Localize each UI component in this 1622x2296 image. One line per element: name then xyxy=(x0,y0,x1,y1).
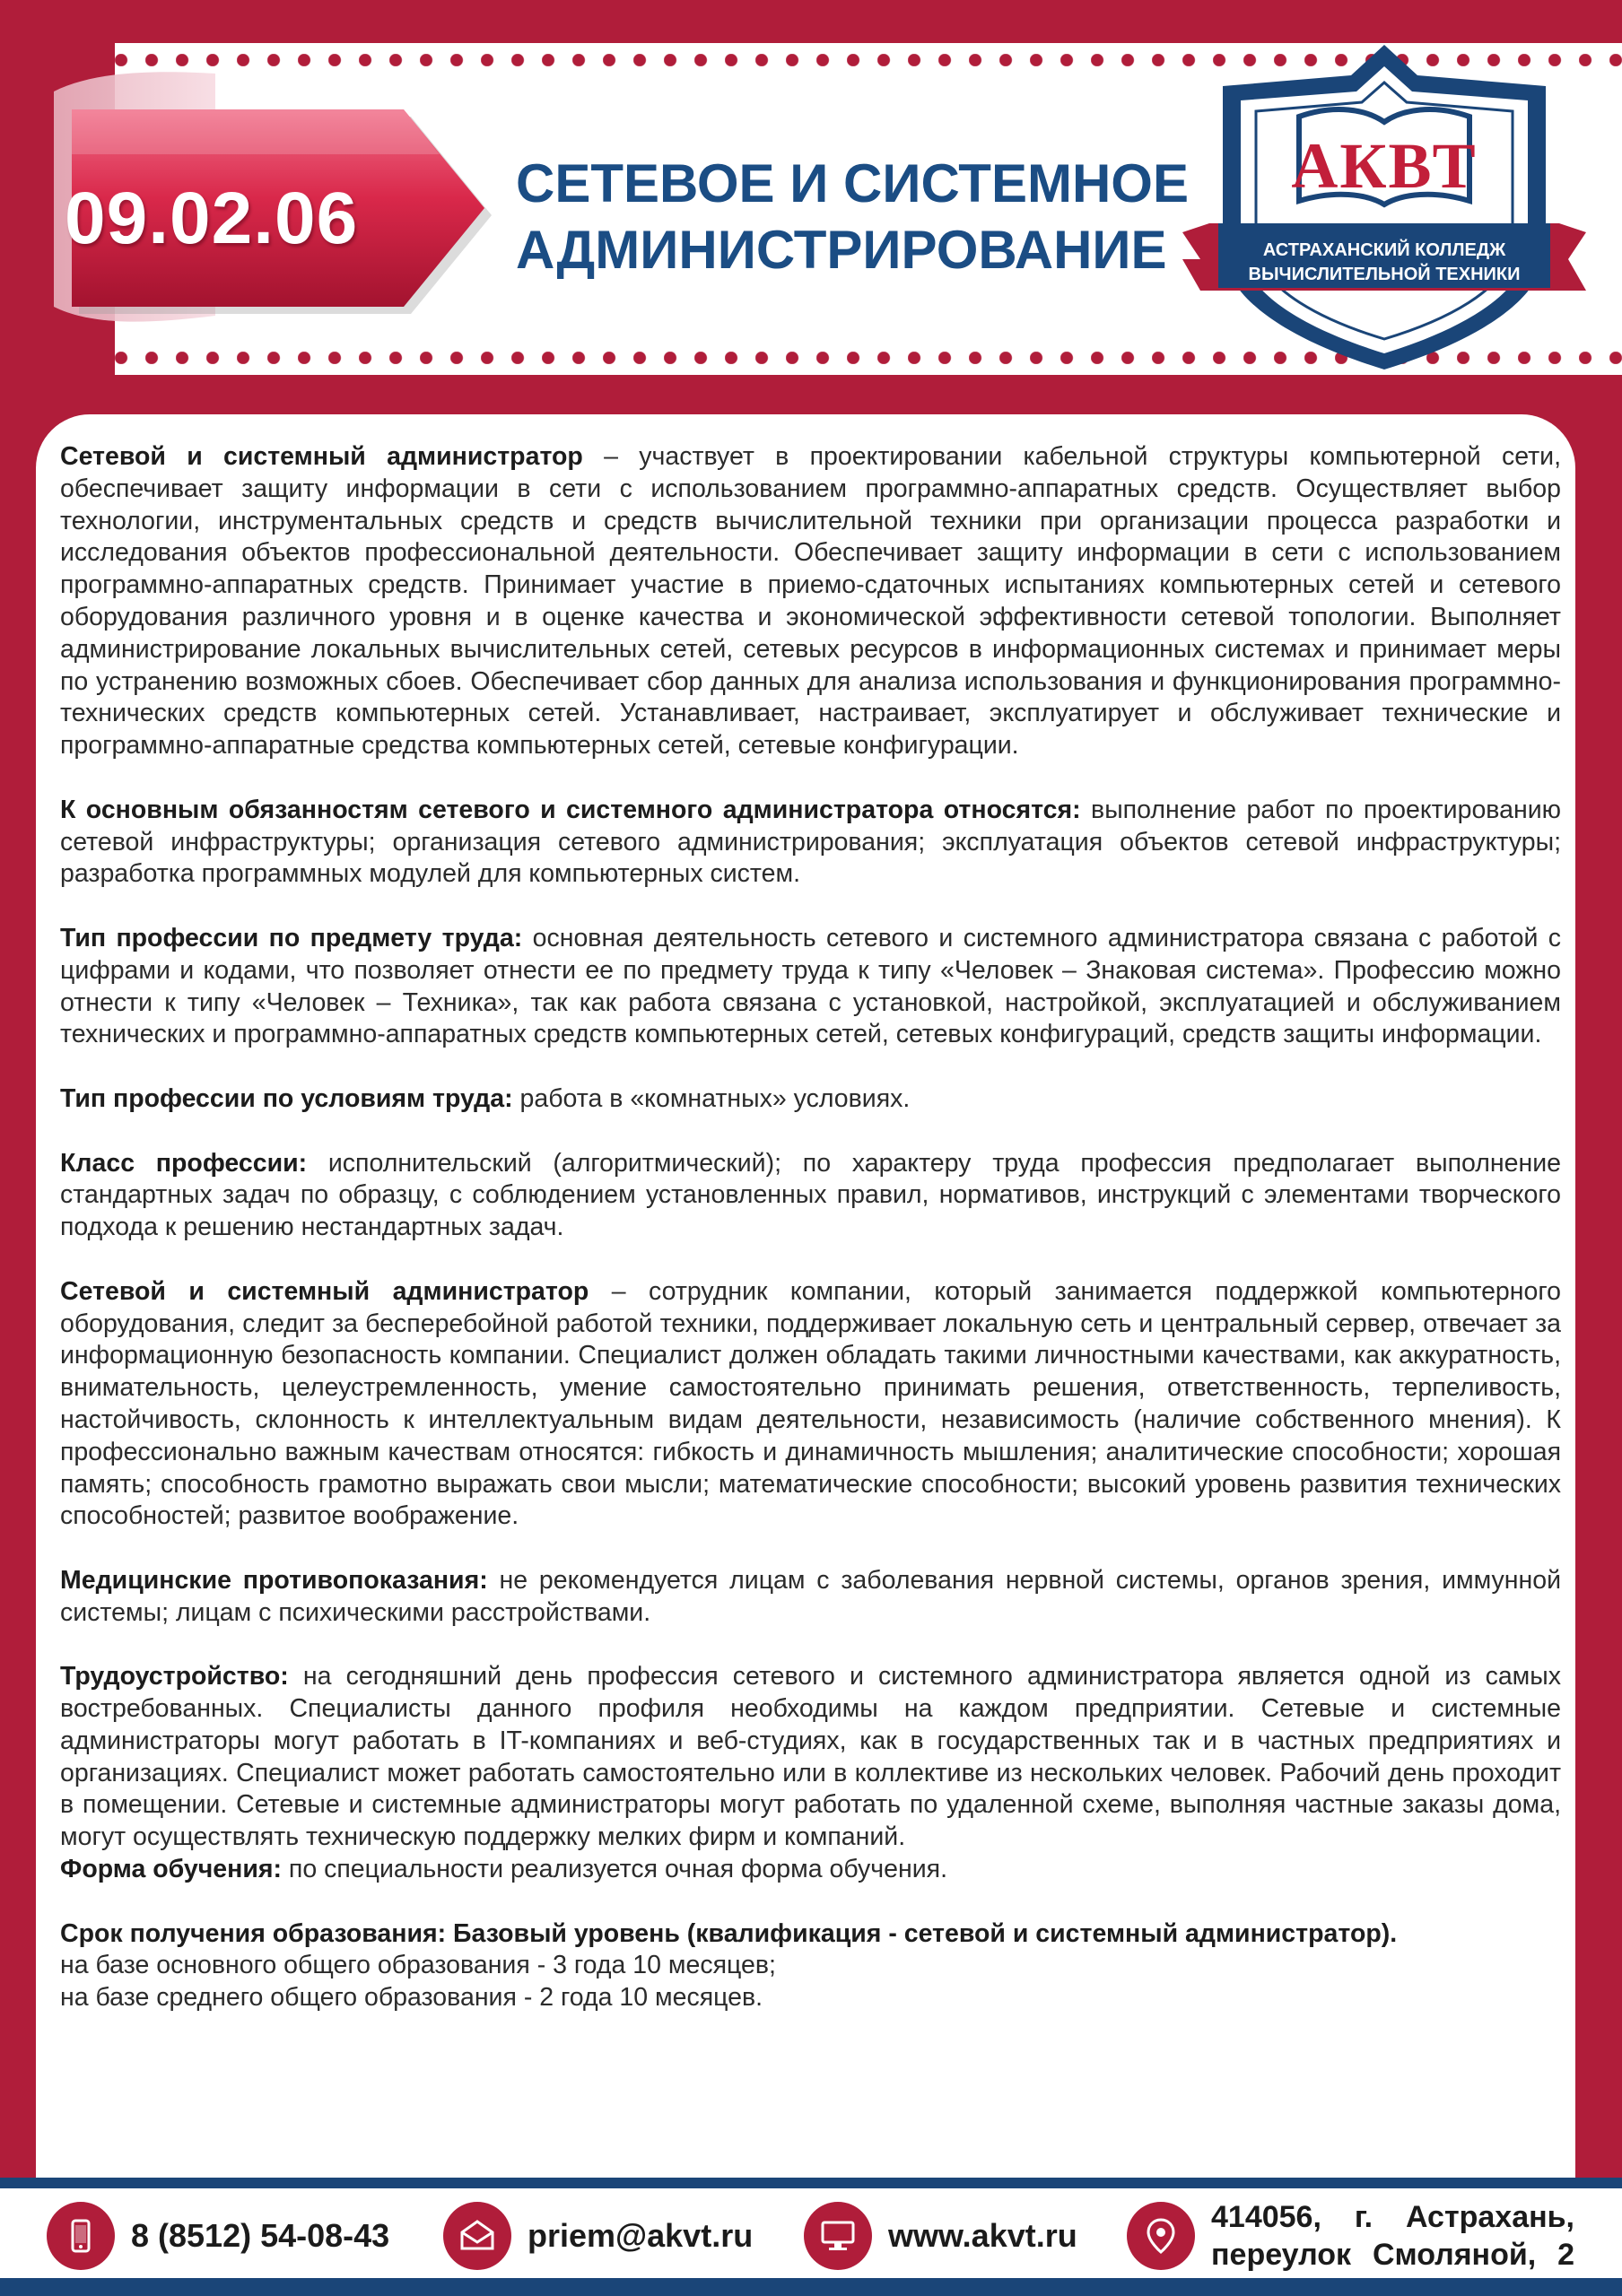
section-admin-qualities xyxy=(60,1276,1561,1533)
footer-bottom-stripe xyxy=(0,2278,1622,2296)
footer-address xyxy=(1127,2196,1574,2276)
section-heading: Форма обучения: xyxy=(60,1855,282,1884)
email-address: priem@akvt.ru xyxy=(528,2217,754,2254)
phone-icon xyxy=(47,2202,115,2270)
college-logo xyxy=(1182,39,1586,371)
duration-line-secondary: на базе среднего общего образования - 2 года 10 месяцев. xyxy=(60,1983,763,2013)
mail-icon xyxy=(443,2202,511,2270)
section-subject-type xyxy=(60,923,1561,1051)
section-heading: Трудоустройство: xyxy=(60,1662,289,1692)
website-url: www.akvt.ru xyxy=(888,2217,1077,2254)
logo-caption xyxy=(1236,239,1532,287)
section-study-form xyxy=(60,1854,1561,1886)
section-heading: К основным обязанностям сетевого и системного администратора относятся: xyxy=(60,795,1081,824)
section-study-duration xyxy=(60,1918,1561,2014)
section-text: – участвует в проектировании кабельной структуры компьютерной сети, обеспечивает защиту информации в сети с использованием программно-аппаратных средств. Осуществляет выбор технологии, инструментальных средств и средств вычислительной техники при организации процесса разработки и исследования объектов профессиональной деятельности. Обеспечивает защиту информации в сети с использованием программно-аппаратных средств. Принимает участие в приемо-сдаточных испытаниях компьютерных сетей и сетевого оборудования различного уровня и в оценке качества и экономической эффективности сетевой топологии. Выполняет администрирование локальных вычислительных сетей, сетевых ресурсов в информационных системах и принимает меры по устранению возможных сбоев. Обеспечивает сбор данных для анализа использования и функционирования программно-технических средств компьютерных сетей. Устанавливает, настраивает, эксплуатирует и обслуживает технические и программно-аппаратные средства компьютерных сетей, сетевые конфигурации. xyxy=(60,442,1561,761)
section-text: работа в «комнатных» условиях. xyxy=(512,1083,911,1113)
duration-line-basic: на базе основного общего образования - 3 года 10 месяцев; xyxy=(60,1951,776,1980)
page-title xyxy=(516,151,1198,283)
section-admin-description xyxy=(60,441,1561,762)
section-contraindications xyxy=(60,1565,1561,1630)
section-heading: Класс профессии: xyxy=(60,1148,308,1178)
section-conditions-type xyxy=(60,1083,1561,1116)
section-heading: Медицинские противопоказания: xyxy=(60,1565,488,1595)
footer-phone[interactable] xyxy=(47,2196,389,2276)
section-duties xyxy=(60,795,1561,891)
section-text: исполнительский (алгоритмический); по характеру труда профессия предполагает выполнение стандартных задач по образцу, с соблюдением установленных правил, нормативов, инструкций с элементами творческого подхода к решению нестандартных задач. xyxy=(60,1148,1561,1242)
footer-top-stripe xyxy=(0,2178,1622,2188)
content-body xyxy=(60,441,1561,2014)
specialty-code: 09.02.06 xyxy=(65,178,359,259)
section-employment xyxy=(60,1661,1561,1854)
section-text: – сотрудник компании, который занимается поддержкой компьютерного оборудования, следит за бесперебойной работой техники, поддерживает локальную сеть и центральный сервер, отвечает за информационную безопасность компании. Специалист должен обладать такими личностными качествами, как аккуратность, внимательность, целеустремленность, умение самостоятельно принимать решения, ответственность, терпеливость, настойчивость, склонность к интеллектуальным видам деятельности, независимость (наличие собственного мнения). К профессионально важным качествам относятся: гибкость и динамичность мышления; аналитические способности; хорошая память; способность грамотно выражать свои мысли; математические способности; высокий уровень развития технических способностей; развитое воображение. xyxy=(60,1276,1561,1531)
address-line-2: переулок Смоляной, 2 xyxy=(1211,2238,1574,2272)
location-icon xyxy=(1127,2202,1195,2270)
section-profession-class xyxy=(60,1148,1561,1244)
footer-website[interactable] xyxy=(804,2196,1077,2276)
logo-abbreviation: АКВТ xyxy=(1291,130,1478,202)
section-text: по специальности реализуется очная форма обучения. xyxy=(281,1855,947,1884)
logo-caption-line-1: АСТРАХАНСКИЙ КОЛЛЕДЖ xyxy=(1262,240,1506,260)
phone-number: 8 (8512) 54-08-43 xyxy=(131,2217,390,2254)
section-text: не рекомендуется лицам с заболевания нервной системы, органов зрения, иммунной системы; лицам с психическими расстройствами. xyxy=(60,1565,1562,1627)
address xyxy=(1211,2198,1574,2274)
section-text: выполнение работ по проектированию сетевой инфраструктуры; организация сетевого администрирования; эксплуатация объектов сетевой инфраструктуры; разработка программных модулей для компьютерных систем. xyxy=(60,795,1562,889)
section-heading: Тип профессии по предмету труда: xyxy=(60,923,523,952)
section-heading: Сетевой и системный администратор xyxy=(60,1276,589,1306)
section-text: на сегодняшний день профессия сетевого и системного администратора является одной из самых востребованных. Специалисты данного профиля необходимы на каждом предприятии. Сетевые и системные администраторы могут работать в IT-компаниях и веб-студиях, как в государственных так и в частных предприятиях и организациях. Специалист может работать самостоятельно или в коллективе из нескольких человек. Рабочий день проходит в помещении. Сетевые и системные администраторы могут работать по удаленной схеме, выполняя частные заказы дома, могут осуществлять техническую поддержку мелких фирм и компаний. xyxy=(60,1662,1561,1852)
monitor-icon xyxy=(804,2202,872,2270)
section-heading: Тип профессии по условиям труда: xyxy=(60,1083,513,1113)
section-text: основная деятельность сетевого и системного администратора связана с работой с цифрами и кодами, что позволяет отнести ее по предмету труда к типу «Человек – Знаковая система». Профессию можно отнести к типу «Человек – Техника», так как работа связана с установкой, настройкой, эксплуатацией и обслуживанием технических и программно-аппаратных средств компьютерных сетей, сетевых конфигураций, средств защиты информации. xyxy=(60,923,1561,1049)
title-line-1: СЕТЕВОЕ И СИСТЕМНОЕ xyxy=(516,153,1189,213)
code-ribbon xyxy=(36,56,502,343)
shield-icon xyxy=(1182,39,1586,371)
logo-caption-line-2: ВЫЧИСЛИТЕЛЬНОЙ ТЕХНИКИ xyxy=(1248,265,1521,284)
section-heading: Срок получения образования: Базовый уровень (квалификация - сетевой и системный администратор). xyxy=(60,1918,1398,1948)
address-line-1: 414056, г. Астрахань, xyxy=(1211,2200,1574,2234)
section-heading: Сетевой и системный администратор xyxy=(60,442,583,471)
title-line-2: АДМИНИСТРИРОВАНИЕ xyxy=(516,220,1167,280)
footer-email[interactable] xyxy=(443,2196,753,2276)
